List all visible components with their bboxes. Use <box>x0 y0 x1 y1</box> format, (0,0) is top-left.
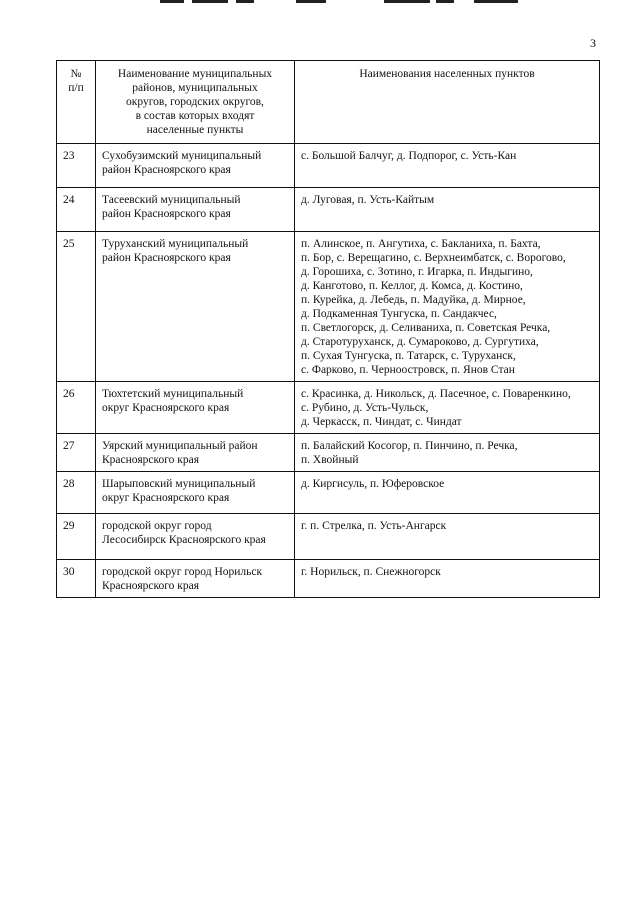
table-row <box>57 514 600 560</box>
municipality-name-line: Красноярского края <box>102 580 199 592</box>
table-header-row <box>57 61 600 144</box>
header-settlements: Наименования населенных пунктов <box>295 61 600 144</box>
settlement-line: п. Сухая Тунгуска, п. Татарск, с. Туруханск, <box>301 350 516 362</box>
settlement-line: с. Фарково, п. Черноостровск, п. Янов Стан <box>301 364 515 376</box>
table-row <box>57 188 600 232</box>
municipality-name-line: Шарыповский муниципальный <box>102 478 256 490</box>
settlements-list <box>295 382 600 434</box>
table-row <box>57 560 600 598</box>
settlement-line: с. Красинка, д. Никольск, д. Пасечное, с. Поваренкино, <box>301 388 571 400</box>
settlement-line: д. Черкасск, п. Чиндат, с. Чиндат <box>301 416 462 428</box>
settlement-line: с. Большой Балчуг, д. Подпорог, с. Усть-Кан <box>301 150 517 162</box>
table-row <box>57 382 600 434</box>
settlement-line: г. п. Стрелка, п. Усть-Ангарск <box>301 520 447 532</box>
settlement-line: д. Горошиха, с. Зотино, г. Игарка, п. Индыгино, <box>301 266 533 278</box>
municipality-name <box>96 560 295 598</box>
municipality-name <box>96 514 295 560</box>
municipality-name-line: городской округ город <box>102 520 212 532</box>
municipality-name <box>96 382 295 434</box>
settlement-line: д. Киргисуль, п. Юферовское <box>301 478 445 490</box>
top-edge-marks <box>0 0 640 6</box>
row-number: 28 <box>57 472 96 514</box>
municipality-name-line: Туруханский муниципальный <box>102 238 249 250</box>
municipality-name-line: Красноярского края <box>102 454 199 466</box>
settlement-line: п. Балайский Косогор, п. Пинчино, п. Речка, <box>301 440 518 452</box>
municipality-name-line: район Красноярского края <box>102 164 231 176</box>
settlement-line: д. Старотуруханск, д. Сумароково, д. Сургутиха, <box>301 336 539 348</box>
settlements-list <box>295 144 600 188</box>
municipality-name-line: Тюхтетский муниципальный <box>102 388 244 400</box>
row-number: 25 <box>57 232 96 382</box>
row-number: 30 <box>57 560 96 598</box>
settlements-list <box>295 188 600 232</box>
row-number: 24 <box>57 188 96 232</box>
row-number: 23 <box>57 144 96 188</box>
settlements-list <box>295 514 600 560</box>
settlement-line: с. Рубино, д. Усть-Чульск, <box>301 402 429 414</box>
settlement-line: д. Канготово, п. Келлог, д. Комса, д. Костино, <box>301 280 523 292</box>
settlements-list <box>295 434 600 472</box>
table-row <box>57 144 600 188</box>
municipality-name <box>96 188 295 232</box>
settlement-line: п. Светлогорск, д. Селиваниха, п. Советская Речка, <box>301 322 551 334</box>
settlement-line: г. Норильск, п. Снежногорск <box>301 566 441 578</box>
municipality-name-line: округ Красноярского края <box>102 402 230 414</box>
row-number: 26 <box>57 382 96 434</box>
table-row <box>57 472 600 514</box>
table-row <box>57 232 600 382</box>
header-number: № п/п <box>57 61 96 144</box>
municipality-name-line: район Красноярского края <box>102 252 231 264</box>
municipality-name-line: Тасеевский муниципальный <box>102 194 241 206</box>
municipality-name <box>96 434 295 472</box>
settlement-line: п. Хвойный <box>301 454 359 466</box>
header-municipality: Наименование муниципальных районов, муниципальных округов, городских округов, в состав которых входят населенные пункты <box>96 61 295 144</box>
settlements-list <box>295 560 600 598</box>
settlement-line: п. Бор, с. Верещагино, с. Верхнеимбатск, с. Ворогово, <box>301 252 566 264</box>
settlements-list <box>295 232 600 382</box>
settlement-line: п. Курейка, д. Лебедь, п. Мадуйка, д. Мирное, <box>301 294 526 306</box>
municipality-name-line: район Красноярского края <box>102 208 231 220</box>
page-number: 3 <box>590 36 596 50</box>
row-number: 29 <box>57 514 96 560</box>
settlements-table <box>56 60 600 598</box>
row-number: 27 <box>57 434 96 472</box>
municipality-name <box>96 472 295 514</box>
municipality-name-line: Лесосибирск Красноярского края <box>102 534 266 546</box>
municipality-name <box>96 232 295 382</box>
settlements-list <box>295 472 600 514</box>
municipality-name-line: Сухобузимский муниципальный <box>102 150 262 162</box>
municipality-name-line: Уярский муниципальный район <box>102 440 258 452</box>
settlement-line: п. Алинское, п. Ангутиха, с. Бакланиха, п. Бахта, <box>301 238 541 250</box>
table-row <box>57 434 600 472</box>
settlement-line: д. Подкаменная Тунгуска, п. Сандакчес, <box>301 308 497 320</box>
municipality-name <box>96 144 295 188</box>
settlement-line: д. Луговая, п. Усть-Кайтым <box>301 194 435 206</box>
municipality-name-line: округ Красноярского края <box>102 492 230 504</box>
municipality-name-line: городской округ город Норильск <box>102 566 263 578</box>
